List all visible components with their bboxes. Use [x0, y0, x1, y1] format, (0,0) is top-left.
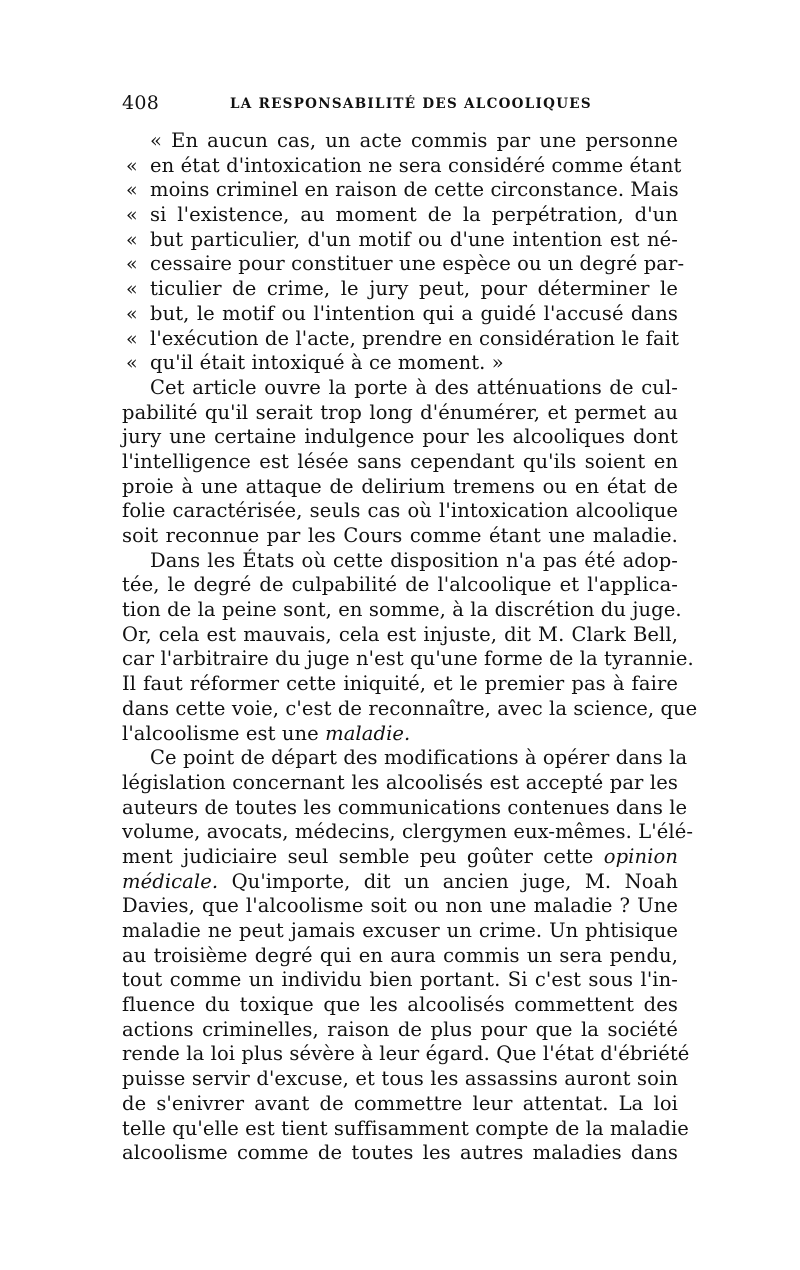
paragraph — [122, 746, 694, 1166]
text-line: l'intelligence est lésée sans cependant qu'ils soient en — [122, 449, 678, 473]
margin-guillemet: « — [126, 302, 138, 325]
text-line: Ce point de départ des modifications à opérer dans la — [150, 746, 688, 770]
page-number: 408 — [122, 92, 160, 114]
margin-guillemet: « — [126, 179, 138, 202]
quote-line: « but, le motif ou l'intention qui a guidé l'accusé dans — [126, 301, 678, 325]
text-line: ment judiciaire seul semble peu goûter cette opinion — [122, 844, 678, 868]
emphasis: maladie. — [325, 721, 411, 745]
page-body — [122, 129, 698, 1166]
margin-guillemet: « — [126, 327, 138, 350]
text-line: telle qu'elle est tient suffisamment compte de la maladie — [122, 1116, 689, 1140]
quoted-article — [122, 129, 685, 376]
quote-line: « qu'il était intoxiqué à ce moment. » — [126, 351, 504, 375]
text-line: jury une certaine indulgence pour les alcooliques dont — [122, 425, 678, 449]
quote-line: « si l'existence, au moment de la perpétration, d'un — [126, 203, 678, 227]
text-line: tion de la peine sont, en somme, à la discrétion du juge. — [122, 598, 682, 622]
text-line: dans cette voie, c'est de reconnaître, avec la science, que — [122, 696, 698, 720]
page-header — [122, 92, 678, 118]
emphasis: opinion — [603, 844, 678, 868]
text-line: car l'arbitraire du juge n'est qu'une forme de la tyrannie. — [122, 647, 694, 671]
text-line: rende la loi plus sévère à leur égard. Que l'état d'ébriété — [122, 1042, 690, 1066]
text-line: Or, cela est mauvais, cela est injuste, dit M. Clark Bell, — [122, 622, 678, 646]
text-line: volume, avocats, médecins, clergymen eux-mêmes. L'élé- — [122, 820, 694, 844]
quote-line: « En aucun cas, un acte commis par une personne — [150, 129, 678, 152]
text-line: l'alcoolisme est une maladie. — [122, 721, 411, 745]
text-line: Il faut réformer cette iniquité, et le premier pas à faire — [122, 672, 678, 696]
text-line: pabilité qu'il serait trop long d'énumérer, et permet au — [122, 400, 678, 424]
quote-line: « moins criminel en raison de cette circonstance. Mais — [126, 178, 679, 202]
text-line: actions criminelles, raison de plus pour que la société — [122, 1017, 678, 1041]
text-line: au troisième degré qui en aura commis un sera pendu, — [122, 943, 678, 967]
text-line: fluence du toxique que les alcoolisés commettent des — [122, 993, 678, 1017]
text-line: folie caractérisée, seuls cas où l'intoxication alcoolique — [122, 499, 678, 523]
paragraph — [122, 548, 698, 747]
text-line: proie à une attaque de delirium tremens ou en état de — [122, 474, 678, 498]
text-line: alcoolisme comme de toutes les autres maladies dans — [122, 1141, 678, 1165]
quote-line: « but particulier, d'un motif ou d'une intention est né- — [126, 227, 678, 251]
text-line: puisse servir d'excuse, et tous les assassins auront soin — [122, 1067, 678, 1091]
quote-line: « ticulier de crime, le jury peut, pour déterminer le — [126, 277, 678, 301]
margin-guillemet: « — [126, 253, 138, 276]
text-line: soit reconnue par les Cours comme étant une maladie. — [122, 524, 678, 547]
paragraph — [122, 376, 678, 549]
margin-guillemet: « — [126, 154, 138, 177]
margin-guillemet: « — [126, 278, 138, 301]
text-line: Davies, que l'alcoolisme soit ou non une maladie ? Une — [122, 894, 678, 918]
text-line: maladie ne peut jamais excuser un crime. Un phtisique — [122, 919, 678, 942]
text-line: tée, le degré de culpabilité de l'alcoolique et l'applica- — [122, 573, 678, 597]
margin-guillemet: « — [126, 204, 138, 227]
text-line: législation concernant les alcoolisés est accepté par les — [122, 770, 678, 794]
quote-line: « en état d'intoxication ne sera considéré comme étant — [126, 153, 682, 177]
text-line: auteurs de toutes les communications contenues dans le — [122, 795, 688, 819]
quote-line: « l'exécution de l'acte, prendre en considération le fait — [126, 326, 680, 350]
margin-guillemet: « — [126, 228, 138, 251]
text-line: médicale. Qu'importe, dit un ancien juge, M. Noah — [122, 869, 678, 893]
running-title: LA RESPONSABILITÉ DES ALCOOLIQUES — [230, 96, 592, 112]
text-line: de s'enivrer avant de commettre leur attentat. La loi — [122, 1091, 678, 1115]
margin-guillemet: « — [126, 352, 138, 375]
text-line: Cet article ouvre la porte à des atténuations de cul- — [150, 375, 678, 399]
emphasis: médicale. — [122, 869, 219, 893]
quote-line: « cessaire pour constituer une espèce ou un degré par- — [126, 252, 685, 276]
text-line: tout comme un individu bien portant. Si c'est sous l'in- — [122, 968, 678, 992]
text-line: Dans les États où cette disposition n'a pas été adop- — [150, 548, 678, 572]
